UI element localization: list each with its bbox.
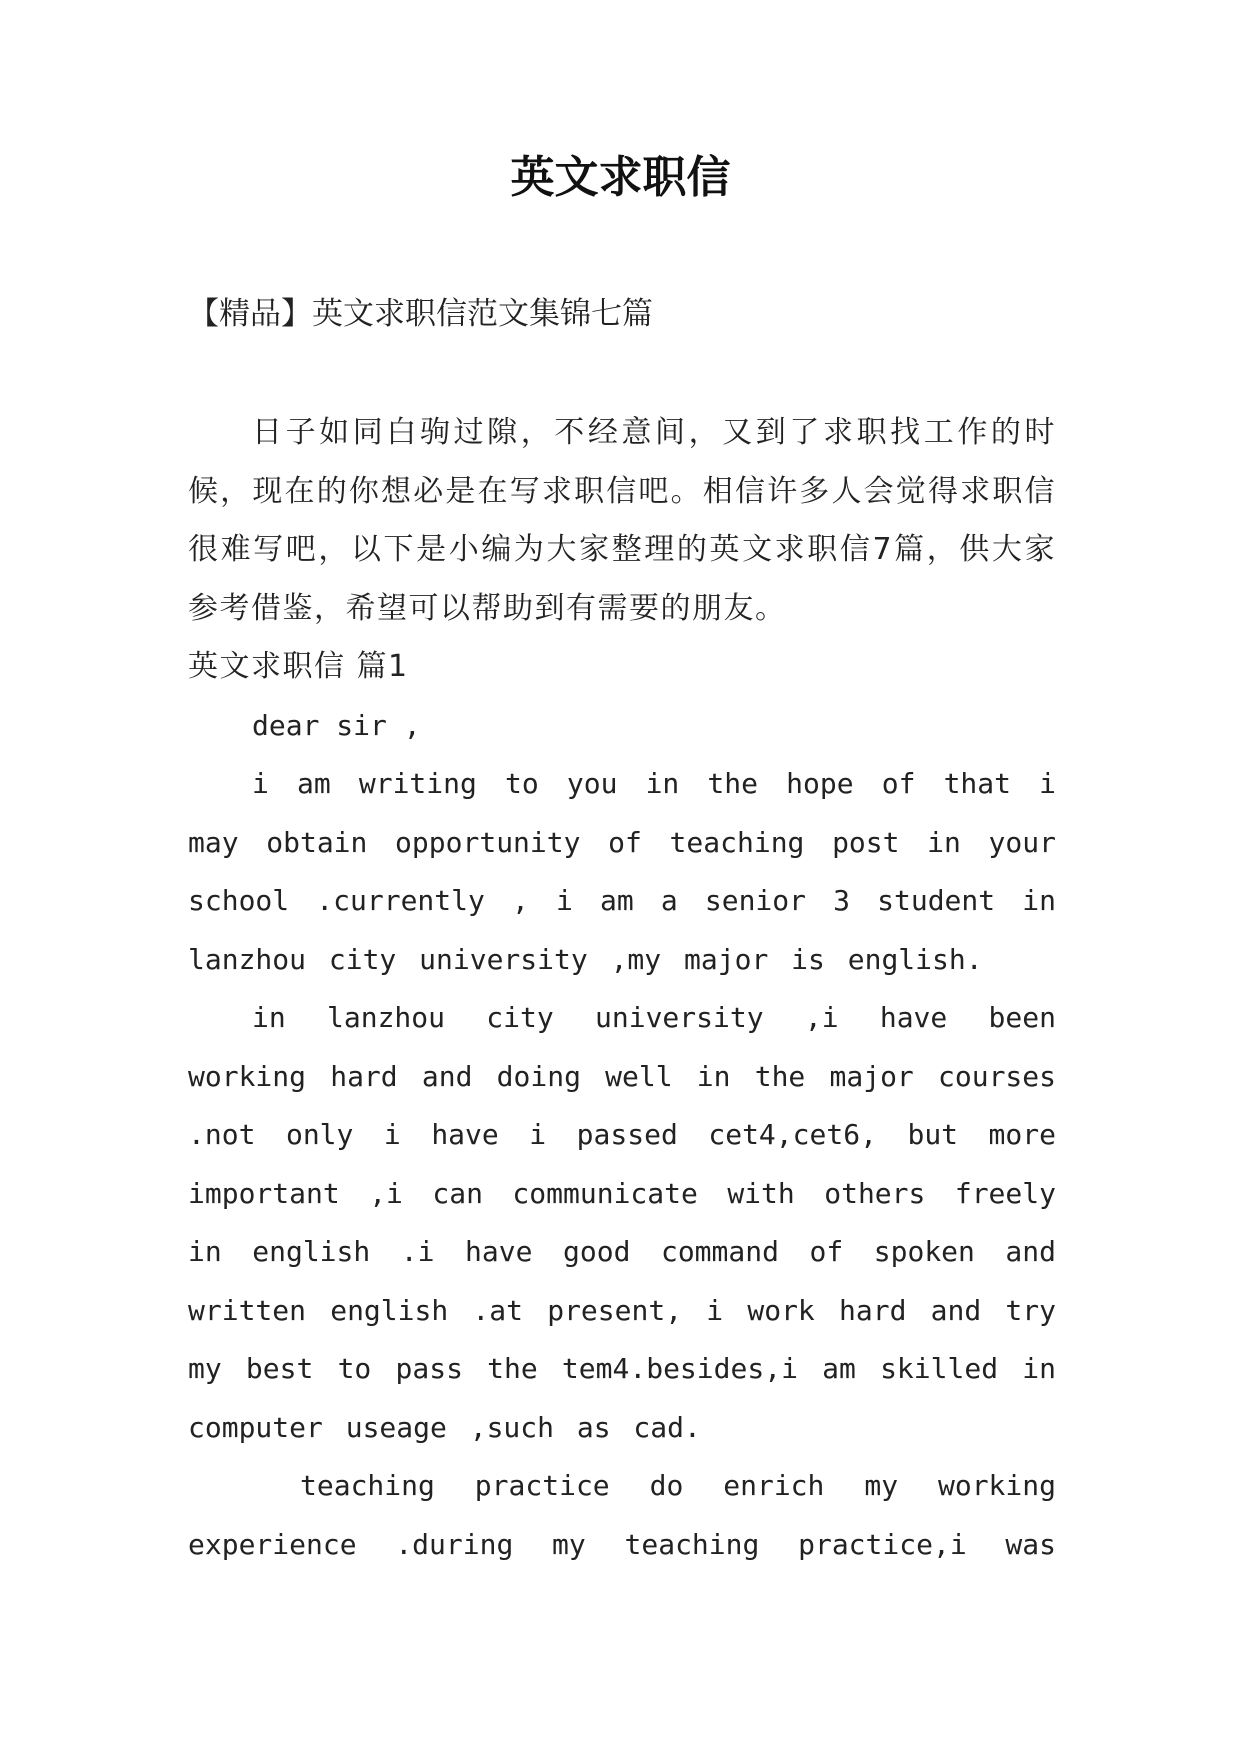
letter-paragraph-2: in lanzhou city university ,i have been working hard and doing well in the major courses .not only i have i passed cet4,cet6, but more important ,i can communicate with others freely in english .i have good command of spoken and written english .at present, i work hard and try my best to pass the tem4.besides,i am skilled in computer useage ,such as cad. [188, 1001, 1056, 1444]
document-title: 英文求职信 [510, 152, 731, 203]
letter-paragraph-1: i am writing to you in the hope of that i may obtain opportunity of teaching post in your school .currently , i am a senior 3 student in lanzhou city university ,my major is english. [188, 767, 1056, 976]
document-subtitle: 【精品】英文求职信范文集锦七篇 [188, 296, 653, 332]
letter-greeting: dear sir , [252, 708, 421, 742]
intro-paragraph: 日子如同白驹过隙，不经意间，又到了求职找工作的时候，现在的你想必是在写求职信吧。相信许多人会觉得求职信很难写吧，以下是小编为大家整理的英文求职信7篇，供大家参考借鉴，希望可以帮助到有需要的朋友。 [188, 415, 1056, 626]
document-body [188, 404, 1056, 1574]
letter-paragraph-3: teaching practice do enrich my working experience .during my teaching practice,i was [188, 1469, 1056, 1561]
section-heading: 英文求职信 篇1 [188, 649, 409, 684]
